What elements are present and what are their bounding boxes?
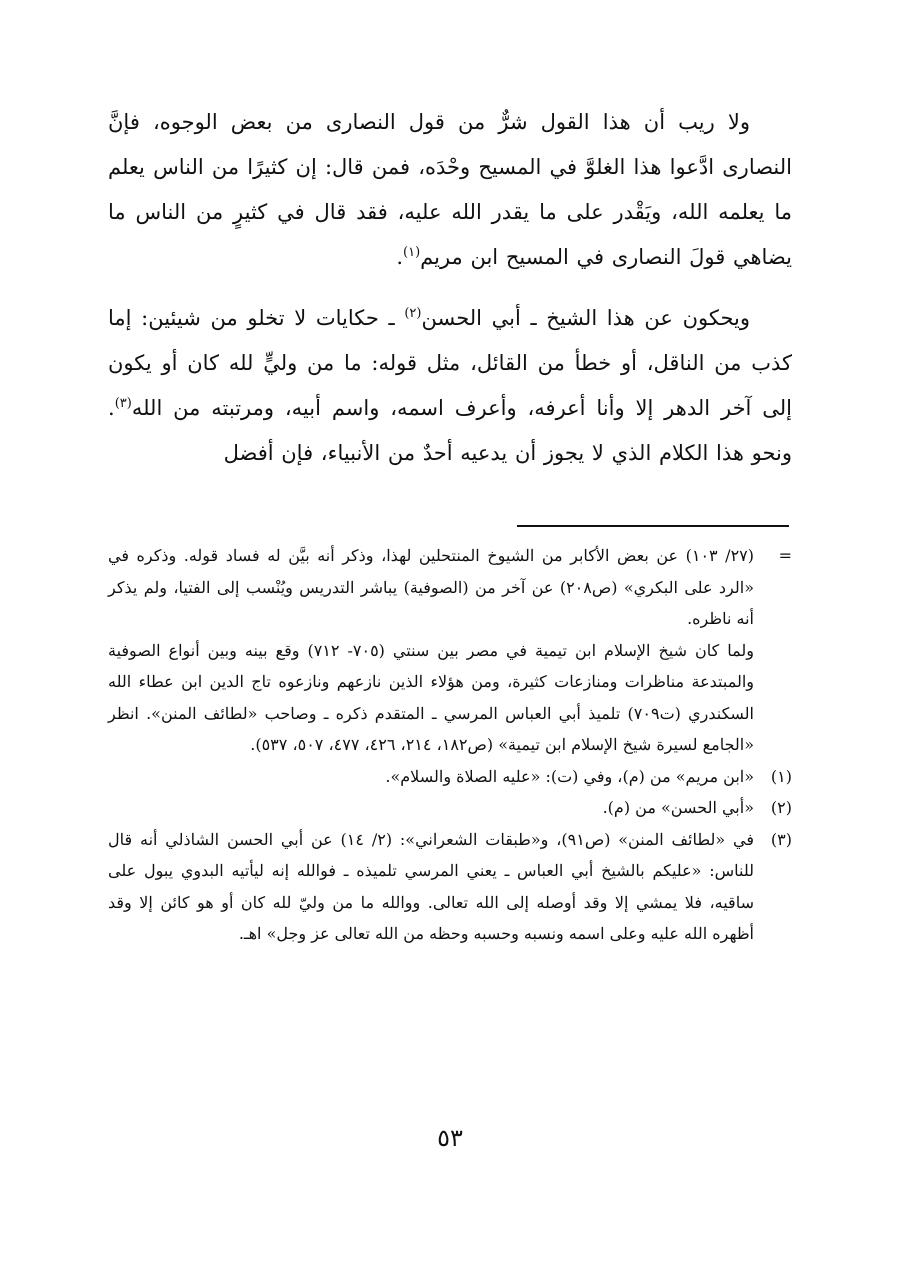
footnote-separator xyxy=(517,525,789,527)
footnote-2-text: «أبي الحسن» من (م). xyxy=(602,798,754,817)
paragraph-2 xyxy=(108,296,792,476)
continuation-marker: = xyxy=(778,546,792,565)
paragraph-1 xyxy=(108,100,792,280)
paragraph-2-text-end: . ونحو هذا الكلام الذي لا يجوز أن يدعيه أحدٌ من الأنبياء، فإن أفضل xyxy=(108,396,792,465)
paragraph-2-text-start: ويحكون عن هذا الشيخ ـ أبي الحسن xyxy=(421,306,750,330)
footnote-1-marker: (١) xyxy=(770,766,792,786)
footnote-2-marker: (٢) xyxy=(770,798,792,817)
footnote-3-marker: (٣) xyxy=(770,829,792,849)
footnote-1 xyxy=(108,761,792,793)
footnote-ref-3: (٣) xyxy=(114,396,132,411)
page-number: ٥٣ xyxy=(437,1124,463,1152)
continuation-paragraph-1: (٢٧/ ١٠٣) عن بعض الأكابر من الشيوخ المنتحلين لهذا، وذكر أنه بيَّن له فساد قوله. وذكره في «الرد على البكري» (ص٢٠٨) عن آخر من (الصوفية) يباشر التدريس ويُنْسب إلى الفتيا، ولم يذكر أنه ناظره. xyxy=(108,546,754,628)
footnotes xyxy=(108,540,792,950)
footnote-ref-2: (٢) xyxy=(404,306,422,321)
footnote-3 xyxy=(108,824,792,950)
paragraph-2-text-middle: ـ حكايات لا تخلو من شيئين: إما كذب من الناقل، أو خطأ من القائل، مثل قوله: ما من وليٍّ لله كان أو يكون إلى آخر الدهر إلا وأنا أعرفه، وأعرف اسمه، واسم أبيه، ومرتبته من الله xyxy=(108,306,792,420)
footnote-3-text: في «لطائف المنن» (ص٩١)، و«طبقات الشعراني»: (٢/ ١٤) عن أبي الحسن الشاذلي أنه قال للناس: «عليكم بالشيخ أبي العباس ـ يعني المرسي تلميذه ـ فوالله إنه ليأتيه البدوي يبول على ساقيه، فلا يمشي إلا وقد أوصله إلى الله تعالى. ووالله ما من وليّ لله كان أو هو كائن إلا وقد أظهره الله عليه وعلى اسمه ونسبه وحسبه وحظه من الله تعالى عز وجل» اهـ. xyxy=(108,829,754,943)
footnote-1-text: «ابن مريم» من (م)، وفي (ت): «عليه الصلاة والسلام». xyxy=(385,766,754,786)
paragraph-1-text: ولا ريب أن هذا القول شرٌّ من قول النصارى من بعض الوجوه، فإنَّ النصارى ادَّعوا هذا الغلوَّ في المسيح وحْدَه، فمن قال: إن كثيرًا من الناس يعلم ما يعلمه الله، ويَقْدر على ما يقدر الله عليه، فقد قال في كثيرٍ من الناس ما يضاهي قولَ النصارى في المسيح ابن مريم xyxy=(108,110,792,269)
main-text xyxy=(108,100,792,492)
paragraph-1-end: . xyxy=(396,245,403,269)
continuation-paragraph-2: ولما كان شيخ الإسلام ابن تيمية في مصر بين سنتي (٧٠٥- ٧١٢) وقع بينه وبين أنواع الصوفية والمبتدعة مناظرات ومنازعات كثيرة، ومن هؤلاء الذين نازعهم ونازعوه تاج الدين ابن عطاء الله السكندري (ت٧٠٩) تلميذ أبي العباس المرسي ـ المتقدم ذكره ـ وصاحب «لطائف المنن». انظر «الجامع لسيرة شيخ الإسلام ابن تيمية» (ص١٨٢، ٢١٤، ٤٢٦، ٤٧٧، ٥٠٧، ٥٣٧). xyxy=(108,640,755,754)
footnote-2 xyxy=(108,792,792,824)
footnote-continuation xyxy=(108,540,792,761)
footnote-ref-1: (١) xyxy=(403,245,421,260)
